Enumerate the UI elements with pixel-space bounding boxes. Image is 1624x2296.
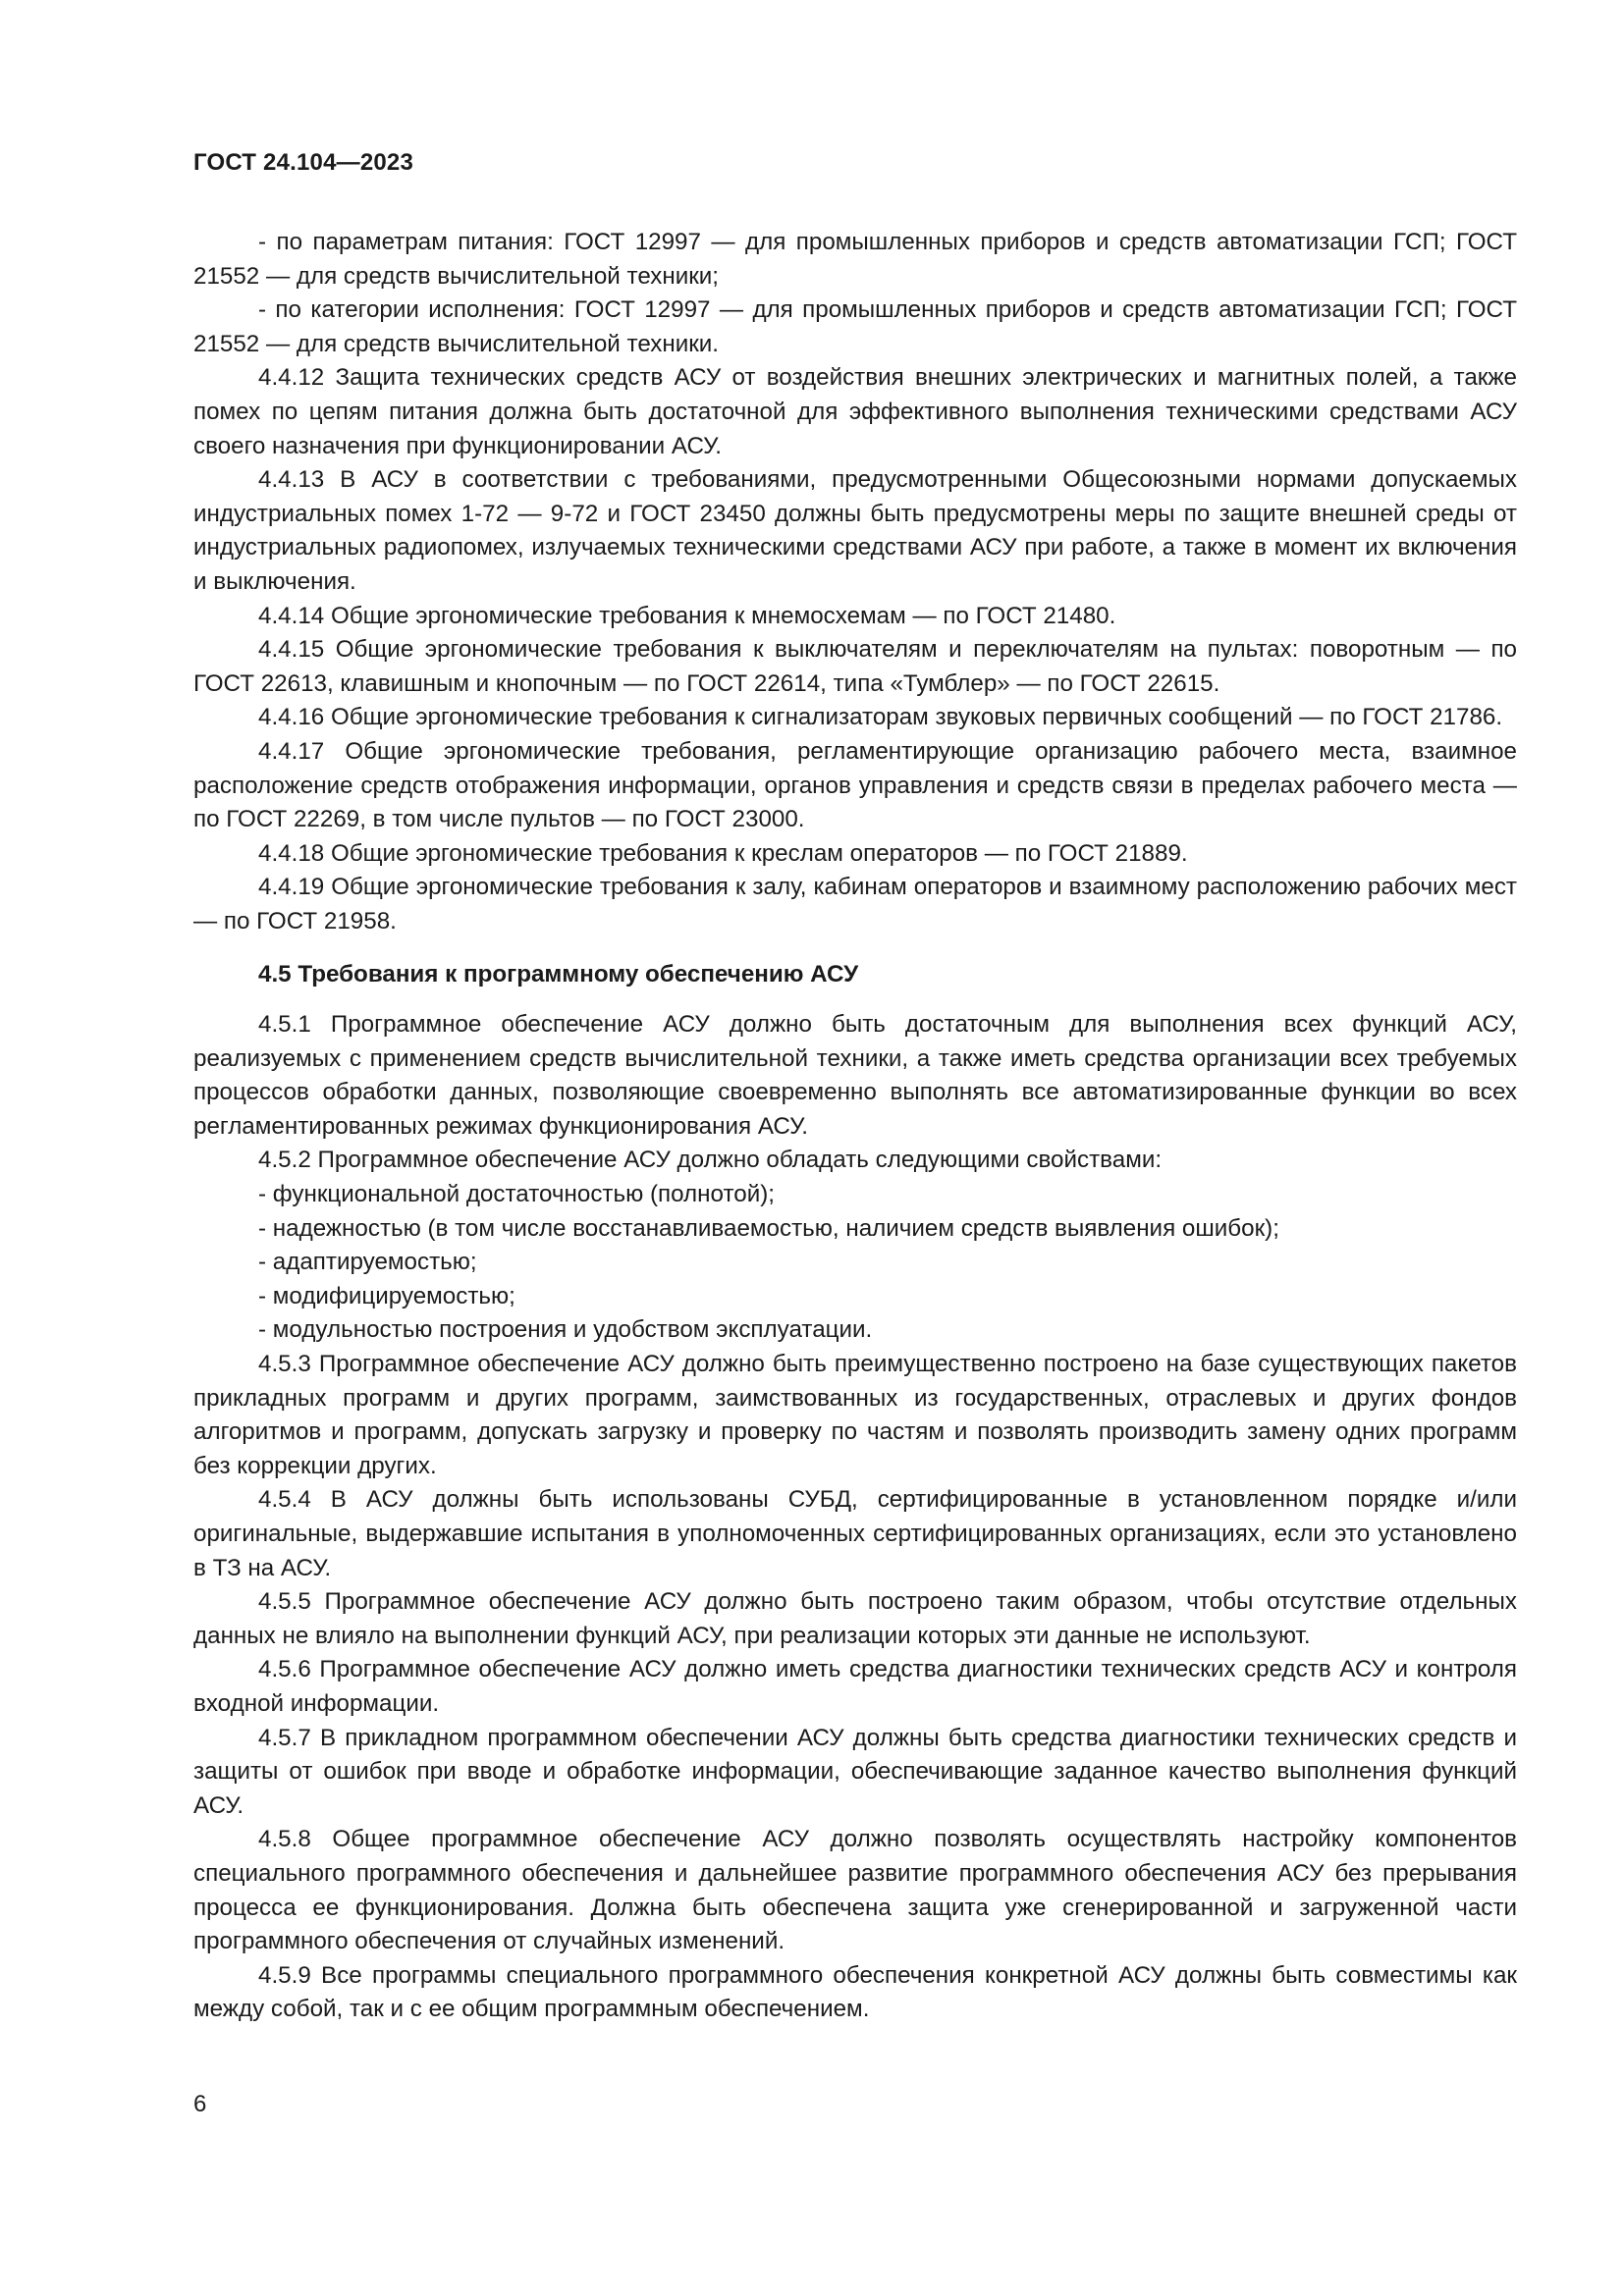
list-item: - надежностью (в том числе восстанавливаемостью, наличием средств выявления ошибок);	[258, 1214, 1279, 1242]
document-body	[193, 226, 1517, 2027]
paragraph: 4.4.16 Общие эргономические требования к сигнализаторам звуковых первичных сообщений — по ГОСТ 21786.	[258, 704, 1503, 731]
paragraph: 4.4.13 В АСУ в соответствии с требованиями, предусмотренными Общесоюзными нормами допускаемых индустриальных помех 1-72 — 9-72 и ГОСТ 23450 должны быть предусмотрены меры по защите внешней среды от индустриальных радиопомех, излучаемых техническими средствами АСУ при работе, а также в момент их включения и выключения.	[193, 466, 1517, 595]
paragraph: 4.5.2 Программное обеспечение АСУ должно обладать следующими свойствами:	[258, 1147, 1163, 1174]
paragraph: 4.5.3 Программное обеспечение АСУ должно быть преимущественно построено на базе существующих пакетов прикладных программ и других программ, заимствованных из государственных, отраслевых и других фондов алгоритмов и программ, допускать загрузку и проверку по частям и позволять производить замену одних программ без коррекции других.	[193, 1351, 1517, 1479]
paragraph: 4.4.19 Общие эргономические требования к залу, кабинам операторов и взаимному расположению рабочих мест — по ГОСТ 21958.	[193, 874, 1517, 934]
page-number: 6	[193, 2091, 207, 2117]
list-item: - адаптируемостью;	[258, 1249, 477, 1276]
paragraph: 4.5.5 Программное обеспечение АСУ должно быть построено таким образом, чтобы отсутствие отдельных данных не влияло на выполнении функций АСУ, при реализации которых эти данные не используют.	[193, 1588, 1517, 1649]
paragraph: 4.4.12 Защита технических средств АСУ от воздействия внешних электрических и магнитных полей, а также помех по цепям питания должна быть достаточной для эффективного выполнения техническими средствами АСУ своего назначения при функционировании АСУ.	[193, 364, 1517, 459]
paragraph: 4.4.15 Общие эргономические требования к выключателям и переключателям на пультах: поворотным — по ГОСТ 22613, клавишным и кнопочным — по ГОСТ 22614, типа «Тумблер» — по ГОСТ 22615.	[193, 636, 1517, 697]
paragraph: 4.4.18 Общие эргономические требования к креслам операторов — по ГОСТ 21889.	[258, 839, 1188, 867]
paragraph: 4.5.1 Программное обеспечение АСУ должно быть достаточным для выполнения всех функций АСУ, реализуемых с применением средств вычислительной техники, а также иметь средства организации всех требуемых процессов обработки данных, позволяющие своевременно выполнять все автоматизированные функции во всех регламентированных режимах функционирования АСУ.	[193, 1011, 1517, 1140]
paragraph: 4.5.7 В прикладном программном обеспечении АСУ должны быть средства диагностики технических средств и защиты от ошибок при вводе и обработке информации, обеспечивающие заданное качество выполнения функций АСУ.	[193, 1724, 1517, 1819]
list-item: - модульностью построения и удобством эксплуатации.	[258, 1316, 873, 1344]
paragraph: - по параметрам питания: ГОСТ 12997 — для промышленных приборов и средств автоматизации ГСП; ГОСТ 21552 — для средств вычислительной техники;	[193, 229, 1517, 290]
paragraph: 4.5.6 Программное обеспечение АСУ должно иметь средства диагностики технических средств АСУ и контроля входной информации.	[193, 1656, 1517, 1717]
paragraph: 4.5.4 В АСУ должны быть использованы СУБД, сертифицированные в установленном порядке и/или оригинальные, выдержавшие испытания в уполномоченных сертифицированных организациях, если это установлено в ТЗ на АСУ.	[193, 1486, 1517, 1581]
list-item: - функциональной достаточностью (полнотой);	[258, 1181, 775, 1208]
paragraph: 4.5.9 Все программы специального программного обеспечения конкретной АСУ должны быть совместимы как между собой, так и с ее общим программным обеспечением.	[193, 1961, 1517, 2023]
paragraph: 4.5.8 Общее программное обеспечение АСУ должно позволять осуществлять настройку компонентов специального программного обеспечения и дальнейшее развитие программного обеспечения АСУ без прерывания процесса ее функционирования. Должна быть обеспечена защита уже сгенерированной и загруженной части программного обеспечения от случайных изменений.	[193, 1826, 1517, 1955]
list-item: - модифицируемостью;	[258, 1282, 515, 1309]
section-heading: 4.5 Требования к программному обеспечению АСУ	[258, 961, 859, 988]
document-header: ГОСТ 24.104—2023	[193, 149, 414, 176]
paragraph: 4.4.14 Общие эргономические требования к мнемосхемам — по ГОСТ 21480.	[258, 602, 1116, 629]
paragraph: 4.4.17 Общие эргономические требования, регламентирующие организацию рабочего места, взаимное расположение средств отображения информации, органов управления и средств связи в пределах рабочего места — по ГОСТ 22269, в том числе пультов — по ГОСТ 23000.	[193, 737, 1517, 833]
paragraph: - по категории исполнения: ГОСТ 12997 — для промышленных приборов и средств автоматизации ГСП; ГОСТ 21552 — для средств вычислительной техники.	[193, 296, 1517, 357]
